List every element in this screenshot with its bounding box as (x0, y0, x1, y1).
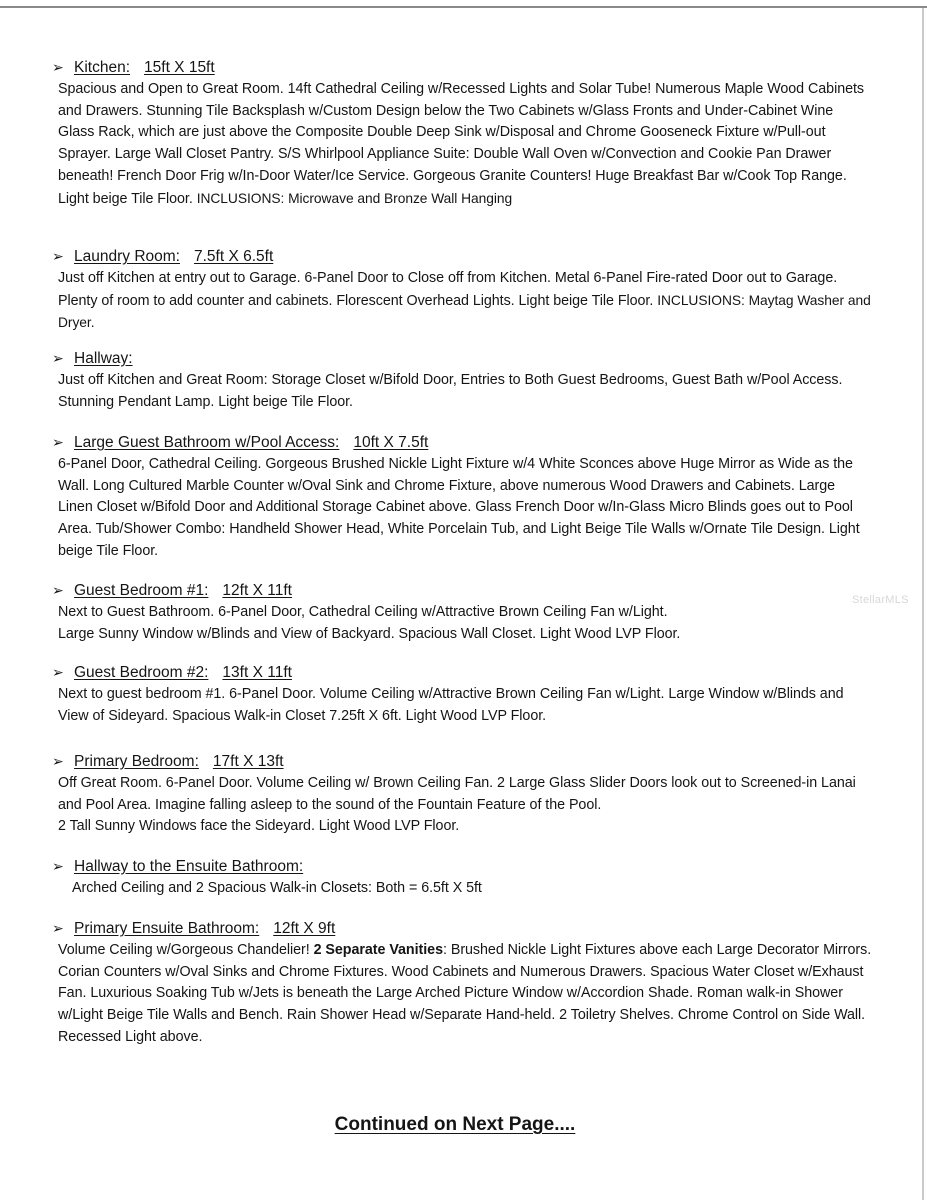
section-description: Just off Kitchen and Great Room: Storage Closet w/Bifold Door, Entries to Both Guest Bedrooms, Guest Bath w/Pool Access. Stunning Pendant Lamp. Light beige Tile Floor. (58, 372, 843, 410)
section-label: Kitchen: (74, 59, 131, 76)
bullet-arrow-icon: ➢ (52, 858, 64, 874)
section-heading (52, 662, 872, 683)
inclusions-note: INCLUSIONS: Maytag Washer and Dryer. (58, 292, 871, 331)
section-dimensions: 7.5ft X 6.5ft (193, 248, 274, 265)
section-label: Primary Ensuite Bathroom: (74, 920, 260, 937)
description-line: 2 Tall Sunny Windows face the Sideyard. Light Wood LVP Floor. (58, 818, 460, 835)
section-label: Hallway: (74, 350, 133, 367)
section-guest-bedroom-2 (52, 662, 872, 727)
section-heading (52, 918, 872, 939)
section-hallway (52, 348, 872, 413)
section-label: Primary Bedroom: (74, 753, 199, 770)
section-heading (52, 856, 872, 877)
section-dimensions: 12ft X 9ft (273, 920, 336, 937)
section-ensuite-hallway (52, 856, 872, 900)
section-dimensions: 17ft X 13ft (212, 753, 284, 770)
section-description (58, 773, 872, 838)
vanities-highlight: 2 Separate Vanities (313, 942, 443, 958)
description-line: Large Sunny Window w/Blinds and View of Backyard. Spacious Wall Closet. Light Wood LVP Floor. (58, 625, 681, 642)
watermark-logo: StellarMLS (852, 594, 909, 606)
section-label: Large Guest Bathroom w/Pool Access: (74, 434, 340, 451)
right-border (922, 8, 924, 1200)
section-description: Volume Ceiling w/Gorgeous Chandelier! 2 Separate Vanities: Brushed Nickle Light Fixtures above each Large Decorator Mirrors. Corian Counters w/Oval Sinks and Chrome Fixtures. Wood Cabinets and Numerous Drawers. Spacious Water Closet w/Exhaust Fan. Luxurious Soaking Tub w/Jets is beneath the Large Arched Picture Window w/Accordion Shade. Roman walk-in Shower w/Light Beige Tile Walls and Bench. Rain Shower Head w/Separate Hand-held. 2 Toiletry Shelves. Chrome Control on Side Wall. Recessed Light above. (58, 942, 872, 1045)
section-label: Laundry Room: (74, 248, 180, 265)
section-label: Hallway to the Ensuite Bathroom: (74, 858, 304, 875)
section-description (58, 602, 872, 645)
section-heading (52, 580, 872, 601)
section-dimensions: 15ft X 15ft (144, 59, 215, 76)
section-heading (52, 246, 872, 267)
continued-notice: Continued on Next Page.... (334, 1114, 576, 1135)
bullet-arrow-icon: ➢ (52, 248, 64, 264)
bullet-arrow-icon: ➢ (52, 664, 64, 680)
section-guest-bathroom (52, 432, 872, 563)
section-description: Next to guest bedroom #1. 6-Panel Door. Volume Ceiling w/Attractive Brown Ceiling Fan w/Light. Large Window w/Blinds and View of Sideyard. Spacious Walk-in Closet 7.25ft X 6ft. Light Wood LVP Floor. (58, 686, 844, 724)
bullet-arrow-icon: ➢ (52, 59, 64, 75)
section-description: 6-Panel Door, Cathedral Ceiling. Gorgeous Brushed Nickle Light Fixture w/4 White Sconces above Huge Mirror as Wide as the Wall. Long Cultured Marble Counter w/Oval Sink and Chrome Fixture, above numerous Wood Drawers and Cabinets. Large Linen Closet w/Bifold Door and Additional Storage Cabinet above. Glass French Door w/In-Glass Micro Blinds goes out to Pool Area. Tub/Shower Combo: Handheld Shower Head, White Porcelain Tub, and Light Beige Tile Walls w/Ornate Tile Design. Light beige Tile Floor. (58, 456, 860, 559)
top-border (0, 6, 927, 8)
section-label: Guest Bedroom #1: (74, 582, 209, 599)
bullet-arrow-icon: ➢ (52, 753, 64, 769)
section-description: Just off Kitchen at entry out to Garage. 6-Panel Door to Close off from Kitchen. Metal 6-Panel Fire-rated Door out to Garage. Plenty of room to add counter and cabinets. Florescent Overhead Lights. Light beige Tile Floor. INCLUSIONS: Maytag Washer and Dryer. (58, 270, 871, 331)
section-primary-bedroom (52, 751, 872, 838)
section-label: Guest Bedroom #2: (74, 664, 209, 681)
section-laundry-room (52, 246, 872, 335)
section-heading (52, 348, 872, 369)
bullet-arrow-icon: ➢ (52, 434, 64, 450)
section-description: Arched Ceiling and 2 Spacious Walk-in Closets: Both = 6.5ft X 5ft (72, 880, 482, 896)
description-line: Next to Guest Bathroom. 6-Panel Door, Cathedral Ceiling w/Attractive Brown Ceiling Fan w/Light. (58, 604, 668, 620)
bullet-arrow-icon: ➢ (52, 582, 64, 598)
section-dimensions: 13ft X 11ft (222, 664, 292, 681)
section-kitchen (52, 57, 872, 210)
section-dimensions: 10ft X 7.5ft (353, 434, 429, 451)
section-guest-bedroom-1 (52, 580, 872, 645)
bullet-arrow-icon: ➢ (52, 920, 64, 936)
section-description: Spacious and Open to Great Room. 14ft Cathedral Ceiling w/Recessed Lights and Solar Tube! Numerous Maple Wood Cabinets and Drawers. Stunning Tile Backsplash w/Custom Design below the Two Cabinets w/Glass Fronts and Under-Cabinet Wine Glass Rack, which are just above the Composite Double Deep Sink w/Disposal and Chrome Gooseneck Fixture w/Pull-out Sprayer. Large Wall Closet Pantry. S/S Whirlpool Appliance Suite: Double Wall Oven w/Convection and Cookie Pan Drawer beneath! French Door Frig w/In-Door Water/Ice Service. Gorgeous Granite Counters! Huge Breakfast Bar w/Cook Top Range. Light beige Tile Floor. INCLUSIONS: Microwave and Bronze Wall Hanging (58, 81, 865, 207)
bullet-arrow-icon: ➢ (52, 350, 64, 366)
inclusions-note: INCLUSIONS: Microwave and Bronze Wall Hanging (196, 190, 513, 206)
description-line: Off Great Room. 6-Panel Door. Volume Ceiling w/ Brown Ceiling Fan. 2 Large Glass Slider Doors look out to Screened-in Lanai and Pool Area. Imagine falling asleep to the sound of the Fountain Feature of the Pool. (58, 775, 856, 813)
section-heading (52, 57, 872, 78)
section-heading (52, 751, 872, 772)
section-heading (52, 432, 872, 453)
section-primary-ensuite-bathroom (52, 918, 872, 1049)
section-dimensions: 12ft X 11ft (222, 582, 292, 599)
